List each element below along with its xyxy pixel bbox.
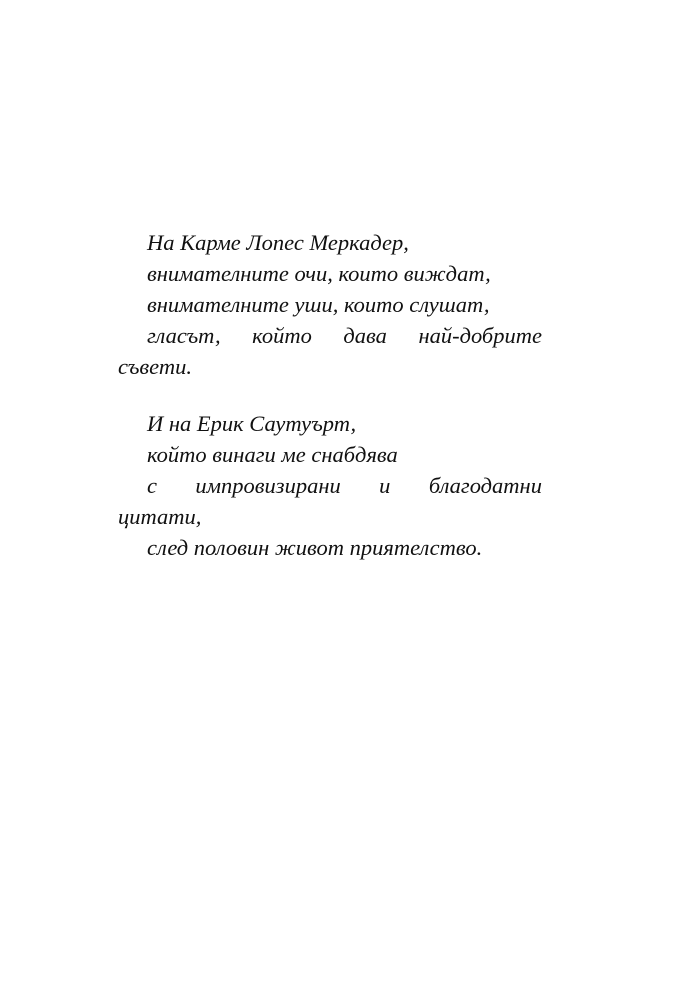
dedication-line: внимателните очи, които виждат, xyxy=(147,261,491,286)
dedication-word: импровизирани xyxy=(195,473,341,498)
dedication-word: с xyxy=(147,473,157,498)
dedication-line: след половин живот приятелство. xyxy=(147,535,483,560)
dedication-line: внимателните уши, които слушат, xyxy=(147,292,490,317)
dedication-line: който винаги ме снабдява xyxy=(147,442,398,467)
dedication-word: благодатни xyxy=(428,473,542,498)
dedication-block-carme xyxy=(118,227,542,382)
dedication-line: съвети. xyxy=(118,354,192,379)
dedication-line-justified xyxy=(118,320,542,351)
dedication-line: На Карме Лопес Меркадер, xyxy=(147,230,409,255)
dedication-block-eric xyxy=(118,408,542,563)
dedication-line: И на Ерик Саутуърт, xyxy=(147,411,357,436)
dedication-word: гласът, xyxy=(147,323,221,348)
dedication-word: и xyxy=(379,473,391,498)
dedication-line: цитати, xyxy=(118,504,202,529)
dedication-line-justified xyxy=(118,470,542,501)
dedication-word: който xyxy=(252,323,312,348)
dedication-word: дава xyxy=(343,323,387,348)
dedication-word: най-добрите xyxy=(418,323,542,348)
